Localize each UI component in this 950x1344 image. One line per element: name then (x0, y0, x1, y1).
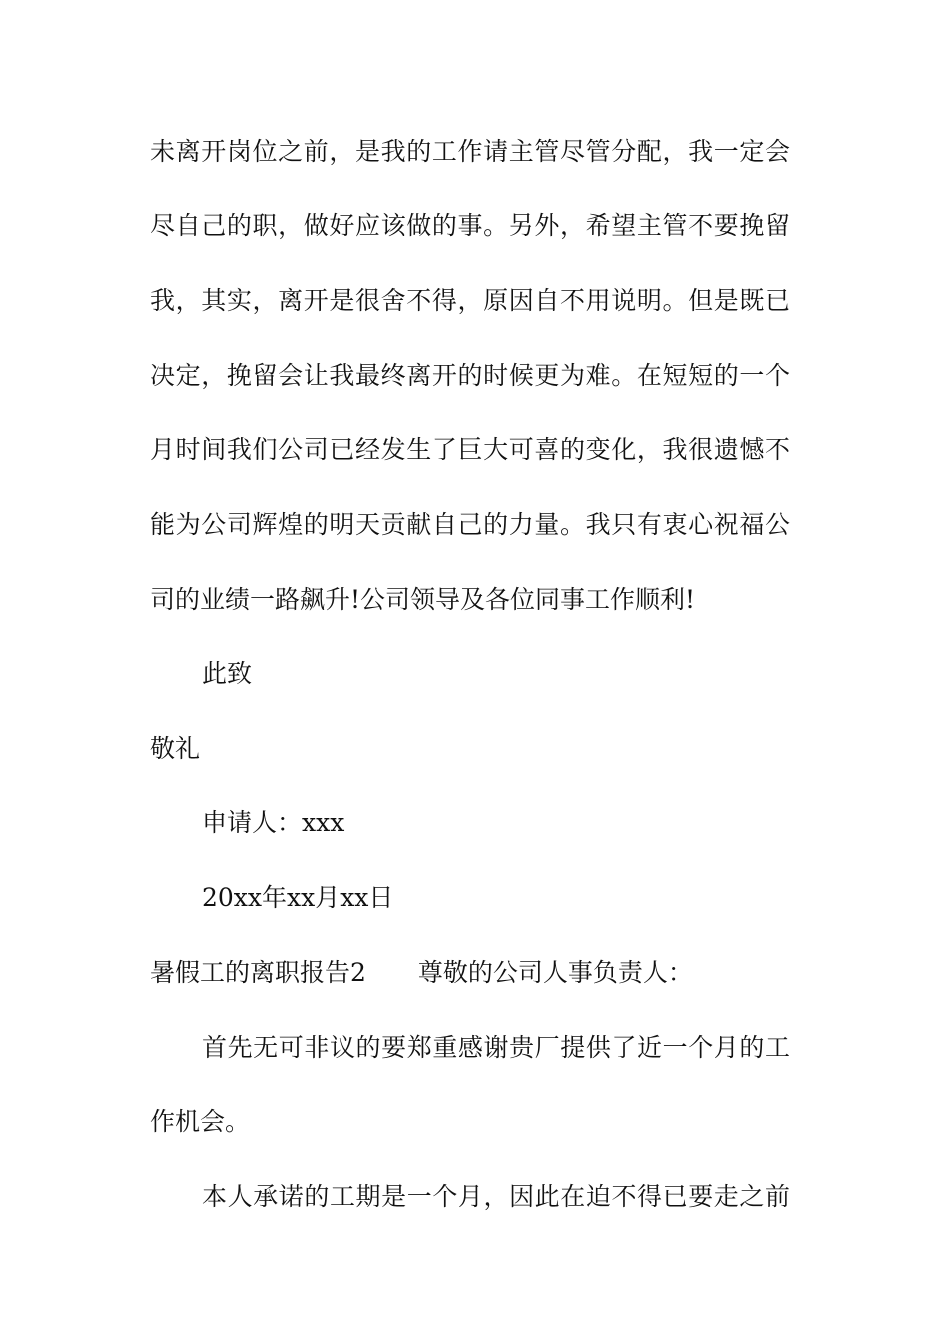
body-text-line: 我，其实，离开是很舍不得，原因自不用说明。但是既已 (150, 286, 790, 315)
section-title: 暑假工的离职报告2 (150, 958, 366, 987)
body-text-line: 未离开岗位之前，是我的工作请主管尽管分配，我一定会 (150, 137, 790, 166)
section-heading-line (150, 958, 693, 988)
body-text-line: 司的业绩一路飙升!公司领导及各位同事工作顺利! (150, 585, 696, 614)
body-text-line: 本人承诺的工期是一个月，因此在迫不得已要走之前 (202, 1182, 790, 1211)
date-line: 20xx年xx月xx日 (202, 883, 394, 912)
body-text-line: 尽自己的职，做好应该做的事。另外，希望主管不要挽留 (150, 211, 790, 240)
body-text-line: 作机会。 (150, 1107, 251, 1136)
closing-cizhi: 此致 (202, 659, 253, 688)
salutation: 尊敬的公司人事负责人： (417, 958, 693, 987)
body-text-line: 能为公司辉煌的明天贡献自己的力量。我只有衷心祝福公 (150, 510, 790, 539)
closing-jingli: 敬礼 (150, 734, 201, 763)
body-text-line: 月时间我们公司已经发生了巨大可喜的变化，我很遗憾不 (150, 435, 790, 464)
body-text-line: 决定，挽留会让我最终离开的时候更为难。在短短的一个 (150, 361, 790, 390)
body-text-line: 首先无可非议的要郑重感谢贵厂提供了近一个月的工 (202, 1033, 790, 1062)
applicant-line: 申请人：xxx (202, 808, 345, 837)
